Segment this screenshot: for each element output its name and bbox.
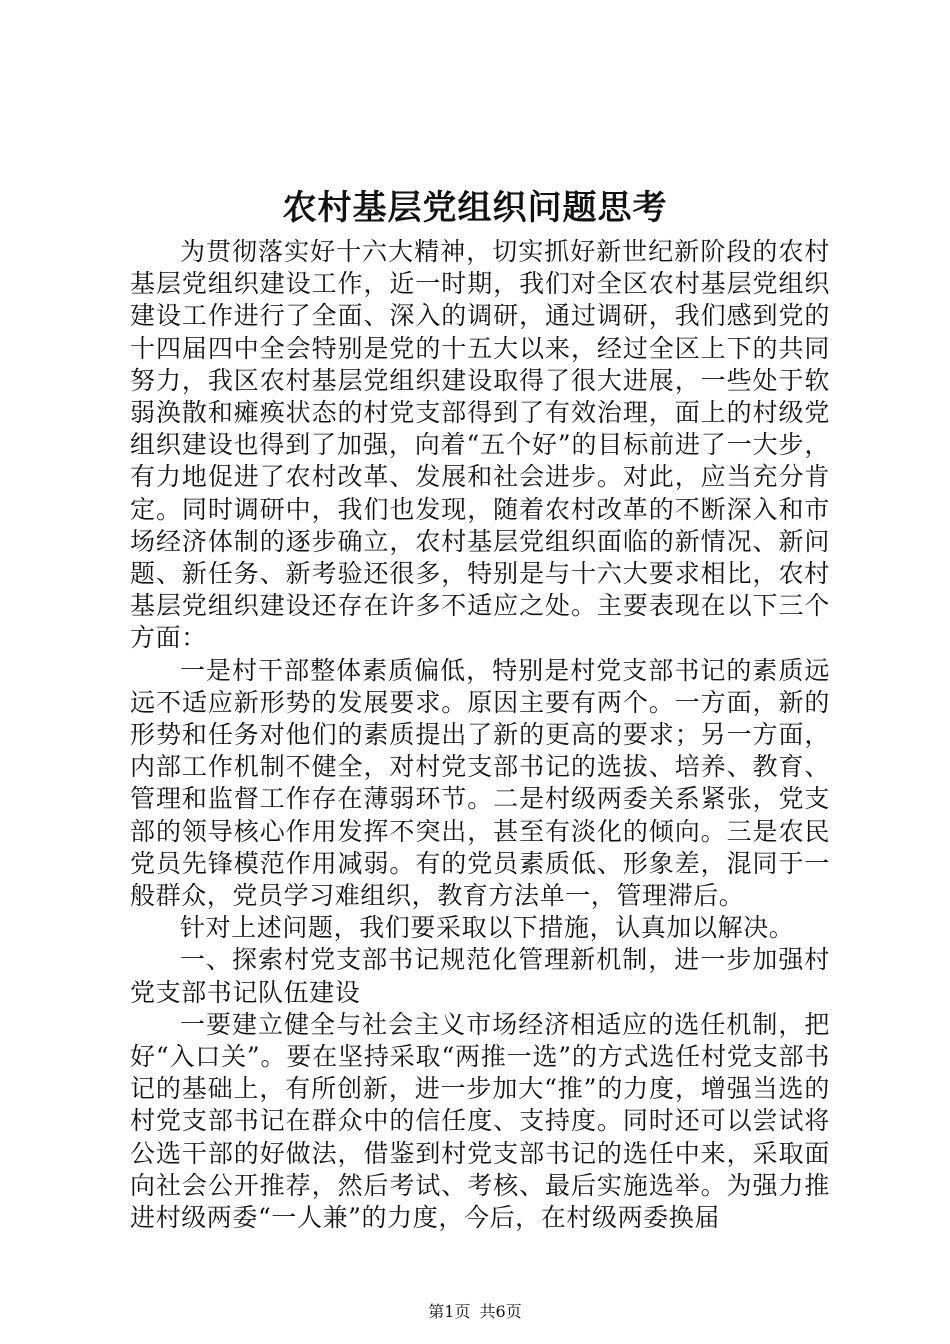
page-footer: [0, 1300, 950, 1324]
page-number: 第1页: [428, 1302, 471, 1321]
paragraph-selection-mechanism: 一要建立健全与社会主义市场经济相适应的选任机制，把好“入口关”。要在坚持采取“两推一选”的方式选任村党支部书记的基础上，有所创新，进一步加大“推”的力度，增强当选的村党支部书记在群众中的信任度、支持度。同时还可以尝试将公选干部的好做法，借鉴到村党支部书记的选任中来，采取面向社会公开推荐，然后考试、考核、最后实施选举。为强力推进村级两委“一人兼”的力度，今后，在村级两委换届: [130, 1009, 830, 1233]
document-title: 农村基层党组织问题思考: [282, 188, 668, 228]
section-heading-1: 一、探索村党支部书记规范化管理新机制，进一步加强村党支部书记队伍建设: [130, 945, 830, 1007]
paragraph-intro: 为贯彻落实好十六大精神，切实抓好新世纪新阶段的农村基层党组织建设工作，近一时期，我们对全区农村基层党组织建设工作进行了全面、深入的调研，通过调研，我们感到党的十四届四中全会特别是党的十五大以来，经过全区上下的共同努力，我区农村基层党组织建设取得了很大进展，一些处于软弱涣散和瘫痪状态的村党支部得到了有效治理，面上的村级党组织建设也得到了加强，向着“五个好”的目标前进了一大步，有力地促进了农村改革、发展和社会进步。对此，应当充分肯定。同时调研中，我们也发现，随着农村改革的不断深入和市场经济体制的逐步确立，农村基层党组织面临的新情况、新问题、新任务、新考验还很多，特别是与十六大要求相比，农村基层党组织建设还存在许多不适应之处。主要表现在以下三个方面：: [130, 237, 830, 653]
paragraph-problems: 一是村干部整体素质偏低，特别是村党支部书记的素质远远不适应新形势的发展要求。原因主要有两个。一方面，新的形势和任务对他们的素质提出了新的更高的要求；另一方面，内部工作机制不健全，对村党支部书记的选拔、培养、教育、管理和监督工作存在薄弱环节。二是村级两委关系紧张，党支部的领导核心作用发挥不突出，甚至有淡化的倾向。三是农民党员先锋模范作用减弱。有的党员素质低、形象差，混同于一般群众，党员学习难组织，教育方法单一，管理滞后。: [130, 655, 830, 911]
document-body: [130, 236, 830, 1234]
page-total: 共6页: [479, 1302, 522, 1321]
paragraph-measures-intro: 针对上述问题，我们要采取以下措施，认真加以解决。: [180, 913, 795, 943]
